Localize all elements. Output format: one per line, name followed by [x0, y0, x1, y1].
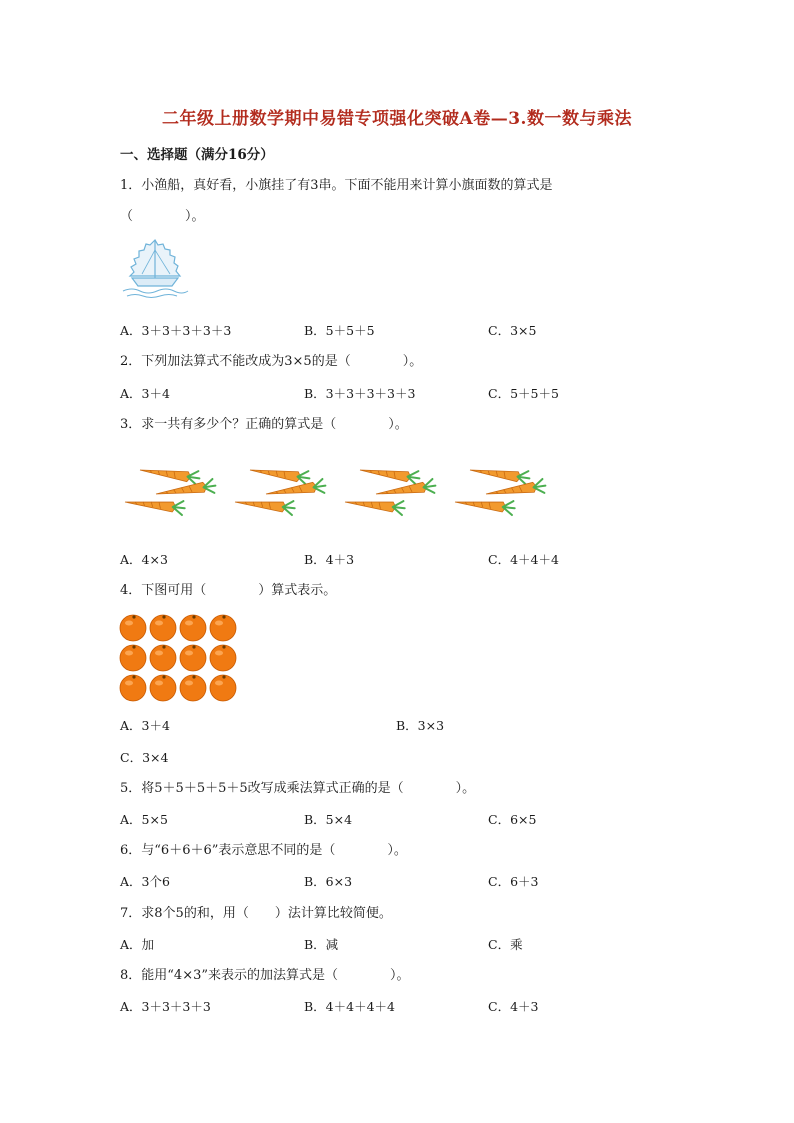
q6-option-c[interactable]: C．6＋3 — [488, 874, 539, 889]
orange-6 — [150, 645, 176, 671]
q4-option-b[interactable]: B．3×3 — [396, 718, 445, 733]
q2-option-a[interactable]: A．3＋4 — [120, 386, 170, 401]
q8-option-a[interactable]: A．3＋3＋3＋3 — [120, 999, 211, 1014]
q2-option-b[interactable]: B．3＋3＋3＋3＋3 — [304, 386, 416, 401]
question-3-stem: 3．求一共有多少个？正确的算式是（ ）。 — [120, 417, 408, 432]
q7-option-a[interactable]: A．加 — [120, 937, 155, 952]
q4-option-a[interactable]: A．3＋4 — [120, 718, 170, 733]
orange-8 — [210, 645, 236, 671]
q6-option-b[interactable]: B．6×3 — [304, 874, 353, 889]
orange-9 — [120, 675, 146, 701]
q3-option-b[interactable]: B．4＋3 — [304, 552, 355, 567]
page-title: 二年级上册数学期中易错专项强化突破A卷—3.数一数与乘法 — [162, 109, 632, 129]
sailboat-figure — [120, 236, 190, 302]
q7-option-b[interactable]: B．减 — [304, 937, 339, 952]
orange-4 — [210, 615, 236, 641]
carrot-group-3 — [344, 463, 436, 515]
question-1-stem: 1．小渔船，真好看，小旗挂了有3串。下面不能用来计算小旗面数的算式是 — [120, 178, 553, 193]
q3-option-a[interactable]: A．4×3 — [120, 552, 168, 567]
question-7-stem: 7．求8个5的和，用（ ）法计算比较简便。 — [120, 906, 392, 921]
q6-option-a[interactable]: A．3个6 — [120, 874, 170, 889]
orange-12 — [210, 675, 236, 701]
question-2-stem: 2．下列加法算式不能改成为3×5的是（ ）。 — [120, 354, 423, 369]
carrot-group-4 — [454, 463, 546, 515]
orange-3 — [180, 615, 206, 641]
q2-option-c[interactable]: C．5＋5＋5 — [488, 386, 559, 401]
orange-10 — [150, 675, 176, 701]
q8-option-b[interactable]: B．4＋4＋4＋4 — [304, 999, 395, 1014]
q5-option-c[interactable]: C．6×5 — [488, 812, 537, 827]
orange-11 — [180, 675, 206, 701]
q3-option-c[interactable]: C．4＋4＋4 — [488, 552, 559, 567]
question-4-stem: 4．下图可用（ ）算式表示。 — [120, 583, 337, 598]
q5-option-a[interactable]: A．5×5 — [120, 812, 168, 827]
q8-option-c[interactable]: C．4＋3 — [488, 999, 539, 1014]
orange-2 — [150, 615, 176, 641]
question-6-stem: 6．与“6＋6＋6”表示意思不同的是（ ）。 — [120, 843, 407, 858]
orange-7 — [180, 645, 206, 671]
question-8-stem: 8．能用“4×3”来表示的加法算式是（ ）。 — [120, 968, 410, 983]
q1-option-a[interactable]: A．3＋3＋3＋3＋3 — [120, 323, 232, 338]
q1-option-c[interactable]: C．3×5 — [488, 323, 537, 338]
q5-option-b[interactable]: B．5×4 — [304, 812, 353, 827]
carrots-figure — [120, 458, 550, 518]
oranges-figure — [118, 613, 240, 703]
q7-option-c[interactable]: C．乘 — [488, 937, 523, 952]
carrot-group-2 — [234, 463, 326, 515]
question-5-stem: 5．将5＋5＋5＋5＋5改写成乘法算式正确的是（ ）。 — [120, 781, 476, 796]
orange-1 — [120, 615, 146, 641]
q1-option-b[interactable]: B．5＋5＋5 — [304, 323, 375, 338]
q4-option-c[interactable]: C．3×4 — [120, 750, 169, 765]
orange-5 — [120, 645, 146, 671]
carrot-group-1 — [124, 463, 216, 515]
question-1-stem-cont: （ ）。 — [120, 209, 205, 224]
section-heading: 一、选择题（满分16分） — [120, 147, 274, 163]
